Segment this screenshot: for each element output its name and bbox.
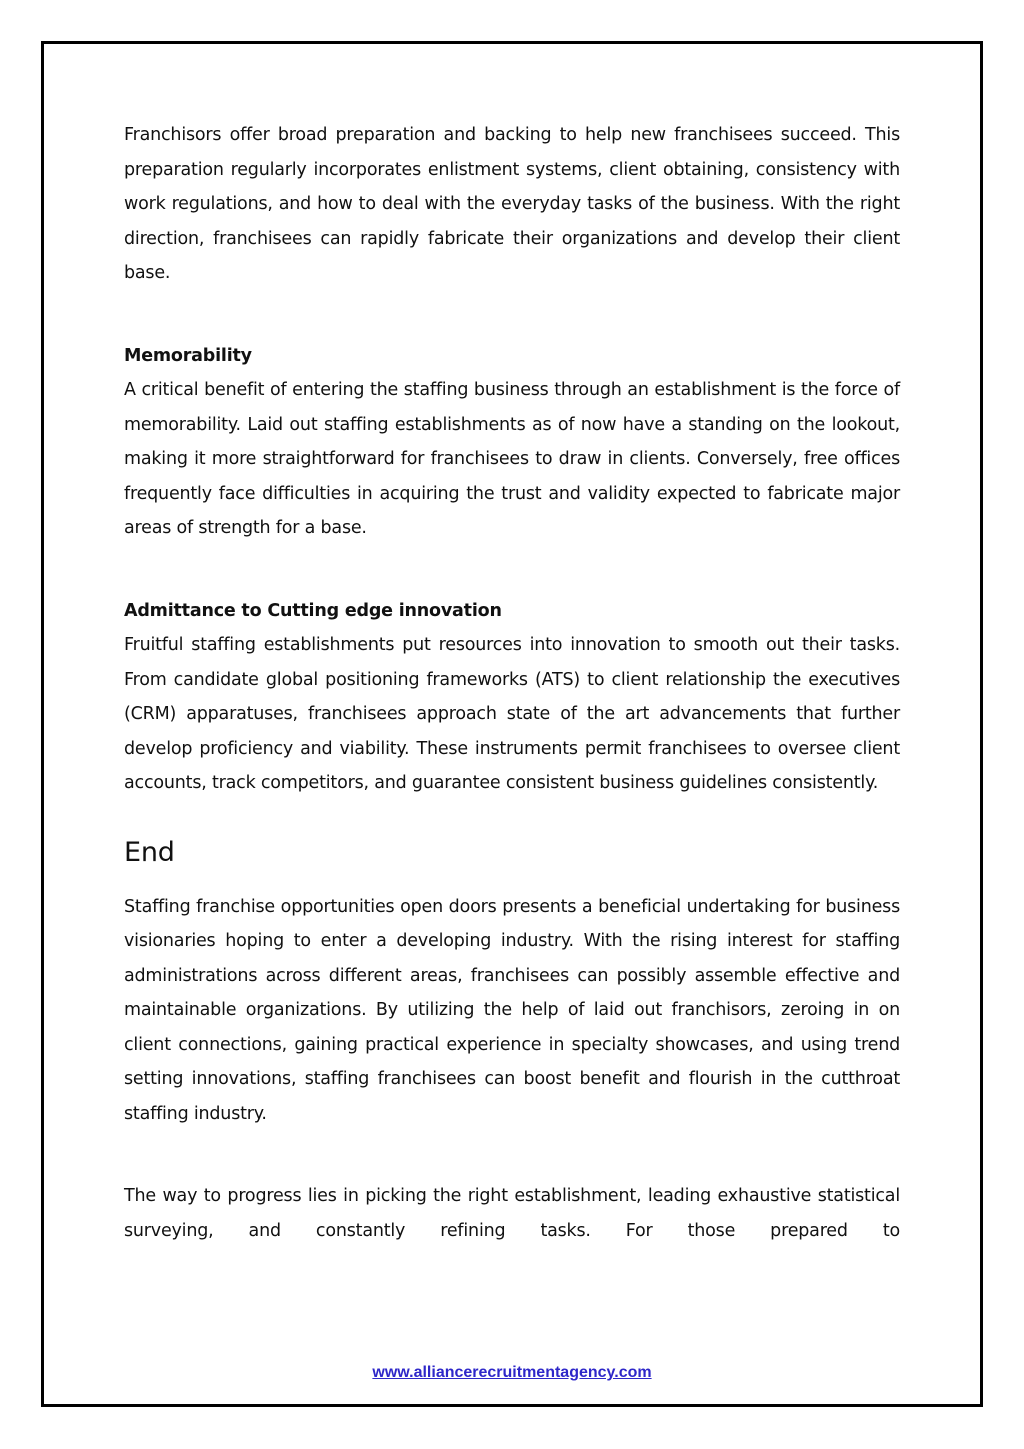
spacer bbox=[124, 1131, 900, 1179]
section-body-technology: Fruitful staffing establishments put resources into innovation to smooth out their tasks. From candidate global positioning frameworks (ATS) to client relationship the executives (CRM) apparatuses, franchisees approach state of the art advancements that further develop proficiency and viability. These instruments permit franchisees to oversee client accounts, track competitors, and guarantee consistent business guidelines consistently. bbox=[124, 635, 900, 793]
website-link[interactable]: www.alliancerecruitmentagency.com bbox=[372, 1364, 652, 1381]
intro-paragraph: Franchisors offer broad preparation and backing to help new franchisees succeed. This preparation regularly incorporates enlistment systems, client obtaining, consistency with work regulations, and how to deal with the everyday tasks of the business. With the right direction, franchisees can rapidly fabricate their organizations and develop their client base. bbox=[124, 125, 900, 283]
spacer bbox=[124, 291, 900, 339]
end-section-title: End bbox=[124, 836, 175, 868]
document-body bbox=[124, 118, 900, 1248]
end-paragraph-1: Staffing franchise opportunities open doors presents a beneficial undertaking for business visionaries hoping to enter a developing industry. With the rising interest for staffing administrations across different areas, franchisees can possibly assemble effective and maintainable organizations. By utilizing the help of laid out franchisors, zeroing in on client connections, gaining practical experience in specialty showcases, and using trend setting innovations, staffing franchisees can boost benefit and flourish in the cutthroat staffing industry. bbox=[124, 896, 900, 1124]
section-heading-technology: Admittance to Cutting edge innovation bbox=[124, 600, 502, 621]
section-heading-memorability: Memorability bbox=[124, 345, 252, 366]
section-body-memorability: A critical benefit of entering the staffing business through an establishment is the force of memorability. Laid out staffing establishments as of now have a standing on the lookout, making it more straightforward for franchisees to draw in clients. Conversely, free offices frequently face difficulties in acquiring the trust and validity expected to fabricate major areas of strength for a base. bbox=[124, 380, 900, 538]
spacer bbox=[124, 546, 900, 594]
spacer bbox=[124, 878, 900, 890]
end-paragraph-2: The way to progress lies in picking the right establishment, leading exhaustive statistical surveying, and constantly refining tasks. For those prepared to bbox=[124, 1186, 900, 1241]
